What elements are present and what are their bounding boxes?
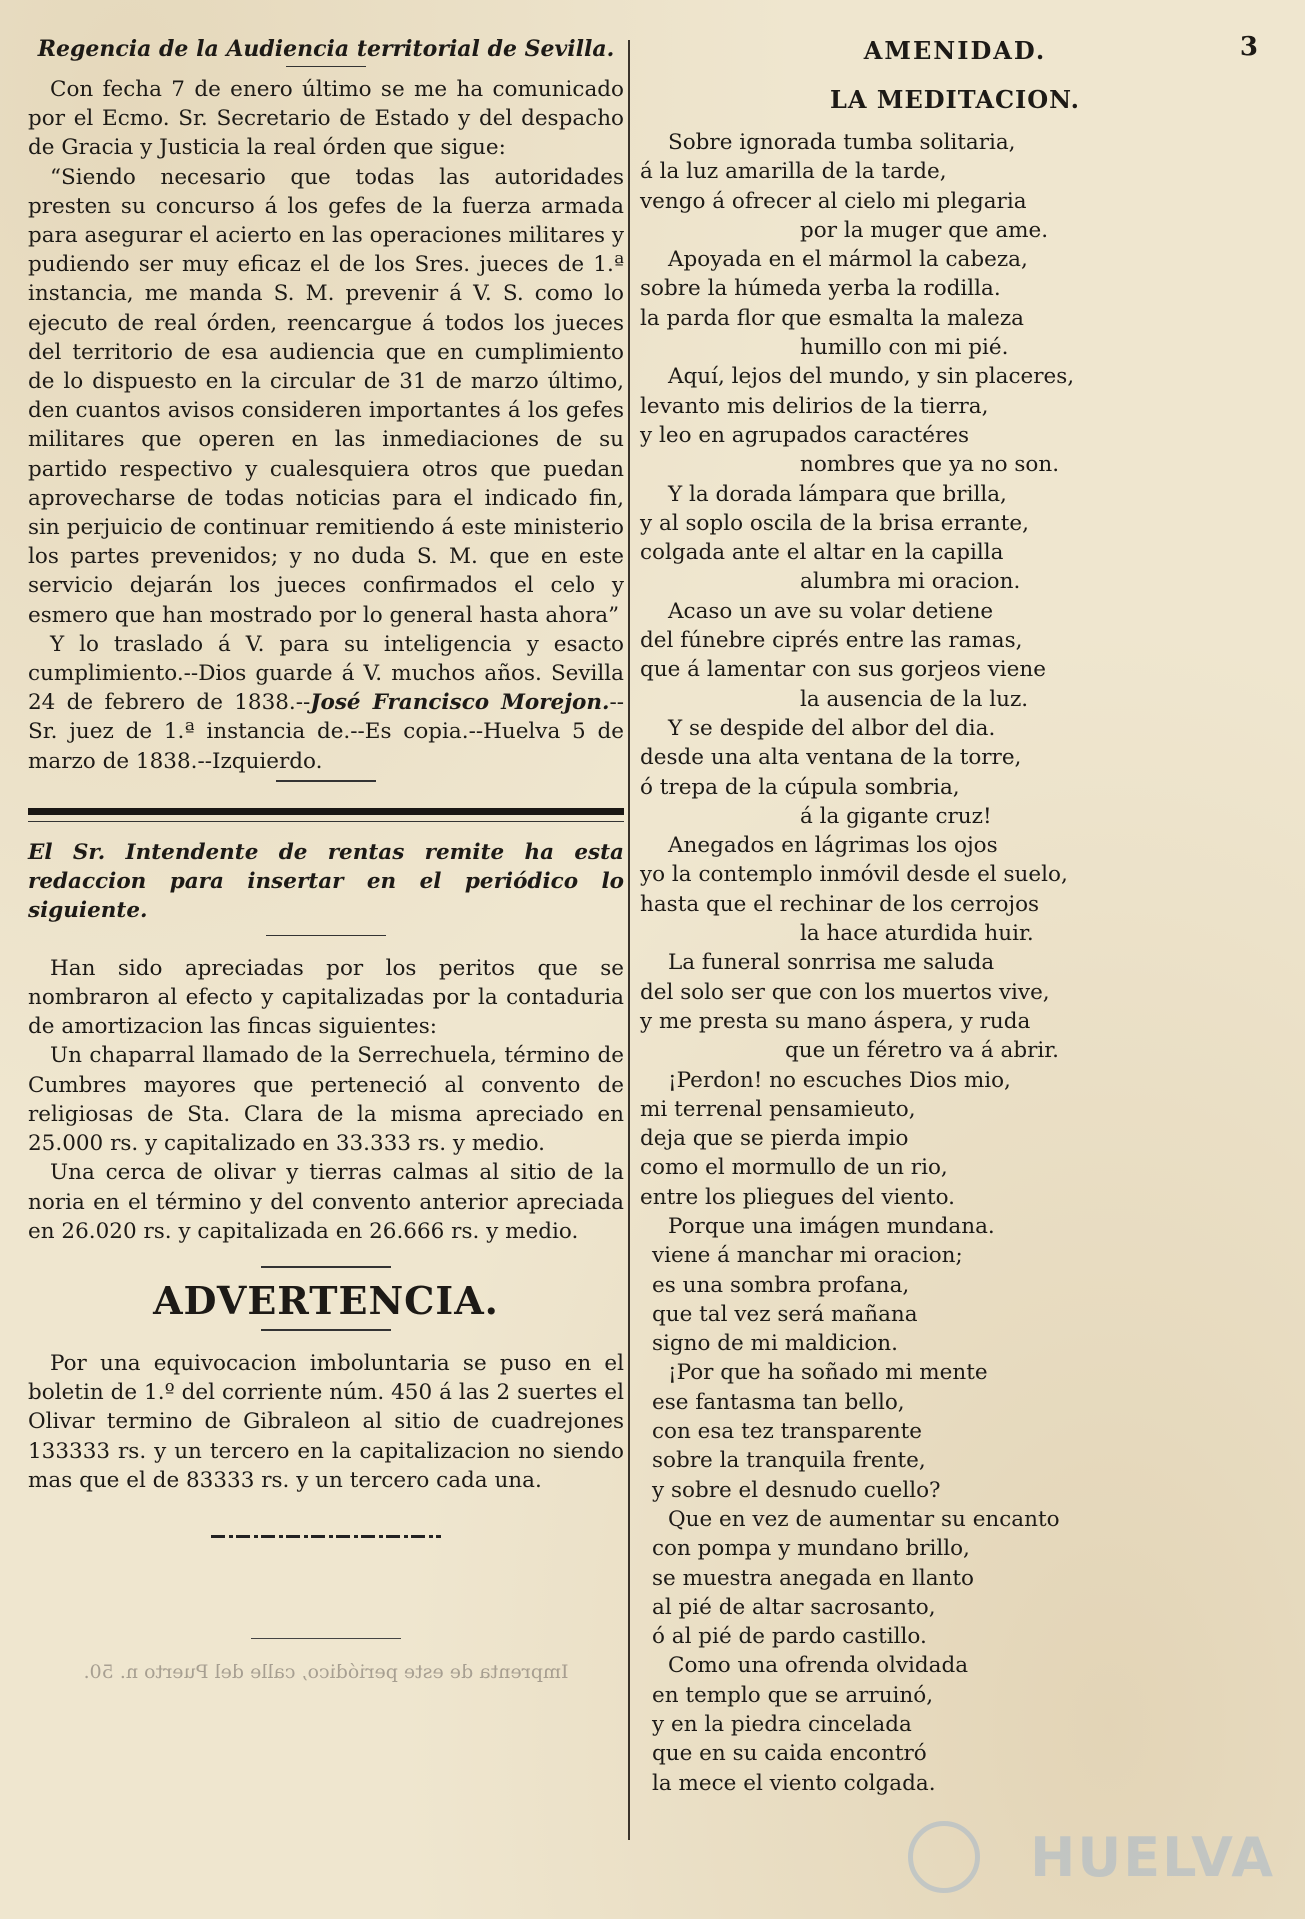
transfer-text-b: --Sr. juez de 1.ª instancia de.--Es copia.--Huelva 5 de marzo de 1838.--Izquierdo. bbox=[28, 690, 625, 774]
poem-line: Y la dorada lámpara que brilla, bbox=[668, 481, 1007, 507]
notice-paragraph-1: Han sido apreciadas por los peritos que se nombraron al efecto y capitalizadas por la contaduria de amortizacion las fincas siguientes: bbox=[28, 955, 624, 1040]
poem-line: que en su caida encontró bbox=[652, 1741, 927, 1767]
section-header-amenidad bbox=[640, 30, 1270, 65]
notice-paragraph-2: Un chaparral llamado de la Serrechuela, término de Cumbres mayores que perteneció al convento de religiosas de Sta. Clara de la misma apreciado en 25.000 rs. y capitalizado en 33.333 rs. y medio. bbox=[28, 1043, 624, 1157]
poem-line: á la gigante cruz! bbox=[800, 803, 992, 829]
left-column bbox=[28, 30, 624, 1683]
paragraph-transfer bbox=[28, 630, 624, 776]
bleed-through-imprint: Imprenta de este periódico, calle del Puerto n. 50. bbox=[83, 1660, 569, 1683]
watermark-emblem-icon bbox=[908, 1821, 980, 1893]
poem-line: por la muger que ame. bbox=[800, 217, 1049, 243]
section-header-regencia: Regencia de la Audiencia territorial de Sevilla. bbox=[37, 36, 615, 62]
poem-line: del fúnebre ciprés entre las ramas, bbox=[640, 628, 1023, 654]
poem-line: hasta que el rechinar de los cerrojos bbox=[640, 891, 1040, 917]
advertencia-title: ADVERTENCIA. bbox=[153, 1277, 499, 1323]
thick-divider bbox=[28, 808, 624, 815]
poem-line: signo de mi maldicion. bbox=[652, 1331, 898, 1357]
poem-line: al pié de altar sacrosanto, bbox=[652, 1594, 936, 1620]
poem-line: y leo en agrupados caractéres bbox=[640, 422, 970, 448]
poem-line: Apoyada en el mármol la cabeza, bbox=[668, 247, 1028, 273]
advertencia-text: Por una equivocacion imboluntaria se puso en el boletin de 1.º del corriente núm. 450 á las 2 suertes el Olivar termino de Gibraleon al sitio de cuadrejones 133333 rs. y un tercero en la capitalizacion no siendo mas que el de 83333 rs. y un tercero cada una. bbox=[28, 1350, 624, 1493]
poem-line: con pompa y mundano brillo, bbox=[652, 1536, 970, 1562]
poem-line: yo la contemplo inmóvil desde el suelo, bbox=[640, 862, 1068, 888]
poem-line: la parda flor que esmalta la maleza bbox=[640, 305, 1024, 331]
poem-line: y sobre el desnudo cuello? bbox=[652, 1477, 941, 1503]
column-divider bbox=[628, 40, 630, 1840]
poem-line: y en la piedra cincelada bbox=[652, 1712, 912, 1738]
paragraph-intro: Con fecha 7 de enero último se me ha comunicado por el Ecmo. Sr. Secretario de Estado y del despacho de Gracia y Justicia la real órden que sigue: bbox=[28, 77, 624, 161]
poem-line: á la luz amarilla de la tarde, bbox=[640, 159, 947, 185]
poem-line: La funeral sonrrisa me saluda bbox=[668, 950, 995, 976]
poem-line: y me presta su mano áspera, y ruda bbox=[640, 1008, 1031, 1034]
poem-line: del solo ser que con los muertos vive, bbox=[640, 979, 1050, 1005]
footer-rule bbox=[251, 1638, 401, 1639]
poem-line: mi terrenal pensamieuto, bbox=[640, 1096, 916, 1122]
poem-line: Y se despide del albor del dia. bbox=[668, 715, 996, 741]
header-underline bbox=[286, 66, 366, 67]
poem-line: ¡Por que ha soñado mi mente bbox=[668, 1360, 988, 1386]
right-column bbox=[640, 30, 1270, 1798]
poem-line: como el mormullo de un rio, bbox=[640, 1155, 948, 1181]
notice-heading: El Sr. Intendente de rentas remite ha esta redaccion para insertar en el periódico lo siguiente. bbox=[28, 839, 624, 923]
section-end-rule bbox=[276, 780, 376, 782]
ornamental-rule bbox=[211, 1535, 441, 1538]
watermark-text: HUELVA bbox=[1030, 1826, 1275, 1889]
poem-title: LA MEDITACION. bbox=[830, 85, 1080, 114]
poem-line: Sobre ignorada tumba solitaria, bbox=[668, 130, 1016, 155]
poem-line: y al soplo oscila de la brisa errante, bbox=[640, 510, 1029, 536]
poem-line: levanto mis delirios de la tierra, bbox=[640, 393, 989, 419]
poem-line: Porque una imágen mundana. bbox=[668, 1213, 995, 1239]
poem-line: la ausencia de la luz. bbox=[800, 686, 1029, 712]
poem-line: que tal vez será mañana bbox=[652, 1301, 918, 1327]
thin-divider bbox=[28, 821, 624, 822]
signatory-name: José Francisco Morejon. bbox=[310, 690, 610, 716]
poem-line: en templo que se arruinó, bbox=[652, 1682, 934, 1708]
poem-line: Que en vez de aumentar su encanto bbox=[668, 1506, 1060, 1532]
poem-line: Acaso un ave su volar detiene bbox=[668, 598, 994, 624]
poem-line: es una sombra profana, bbox=[652, 1272, 910, 1298]
advertencia-rule-bottom bbox=[261, 1329, 391, 1331]
poem-line: ese fantasma tan bello, bbox=[652, 1389, 905, 1415]
poem-line: sobre la tranquila frente, bbox=[652, 1448, 926, 1474]
paragraph-royal-order: “Siendo necesario que todas las autoridades presten su concurso á los gefes de la fuerza armada para asegurar el acierto en las operaciones militares y pudiendo ser muy eficaz el de los Sres. jueces de 1.ª instancia, me manda S. M. prevenir á V. S. como lo ejecuto de real órden, reencargue á todos los jueces del territorio de esa audiencia que en cumplimiento de lo dispuesto en la circular de 31 de marzo último, den cuantos avisos consideren importantes á los gefes militares que operen en las inmediaciones de su partido respectivo y cualesquiera otros que puedan aprovecharse de todas noticias para el indicado fin, sin perjuicio de continuar remitiendo á este ministerio los partes prevenidos; y no duda S. M. que en este servicio dejarán los jueces confirmados el celo y esmero que han mostrado por lo general hasta ahora” bbox=[28, 164, 624, 628]
poem-line: deja que se pierda impio bbox=[640, 1126, 909, 1152]
poem-line: entre los pliegues del viento. bbox=[640, 1184, 956, 1210]
poem-line: humillo con mi pié. bbox=[800, 335, 1009, 361]
poem-line: ¡Perdon! no escuches Dios mio, bbox=[668, 1067, 1011, 1093]
poem-line: colgada ante el altar en la capilla bbox=[640, 540, 1004, 566]
poem-line: la mece el viento colgada. bbox=[652, 1770, 936, 1796]
poem-line: ó trepa de la cúpula sombria, bbox=[640, 774, 960, 800]
notice-heading-rule bbox=[266, 935, 386, 936]
poem-line: nombres que ya no son. bbox=[800, 452, 1060, 478]
poem-line: con esa tez transparente bbox=[652, 1419, 923, 1445]
poem-line: Anegados en lágrimas los ojos bbox=[668, 833, 998, 859]
poem-line: desde una alta ventana de la torre, bbox=[640, 745, 1022, 771]
amenidad-title: AMENIDAD. bbox=[863, 36, 1047, 65]
poem-line: la hace aturdida huir. bbox=[800, 921, 1034, 947]
poem-line: sobre la húmeda yerba la rodilla. bbox=[640, 276, 1001, 302]
poem-line: que á lamentar con sus gorjeos viene bbox=[640, 657, 1046, 683]
poem-line: ó al pié de pardo castillo. bbox=[652, 1624, 927, 1650]
poem-line: Aquí, lejos del mundo, y sin placeres, bbox=[668, 364, 1075, 390]
poem-line: viene á manchar mi oracion; bbox=[652, 1243, 963, 1269]
poem-line: se muestra anegada en llanto bbox=[652, 1565, 974, 1591]
advertencia-rule-top bbox=[261, 1266, 391, 1268]
poem-line: Como una ofrenda olvidada bbox=[668, 1653, 969, 1679]
notice-paragraph-3: Una cerca de olivar y tierras calmas al sitio de la noria en el término y del convento anterior apreciada en 26.020 rs. y capitalizada en 26.666 rs. y medio. bbox=[28, 1160, 624, 1244]
poem-line: alumbra mi oracion. bbox=[800, 569, 1021, 595]
page-number: 3 bbox=[1239, 32, 1260, 62]
poem-line: que un féretro va á abrir. bbox=[785, 1038, 1060, 1064]
poem-line: vengo á ofrecer al cielo mi plegaria bbox=[640, 188, 1027, 214]
transfer-text-a: Y lo traslado á V. para su inteligencia y esacto cumplimiento.--Dios guarde á V. muchos años. Sevilla 24 de febrero de 1838.-- bbox=[28, 631, 624, 716]
poem-body bbox=[640, 128, 1270, 1798]
